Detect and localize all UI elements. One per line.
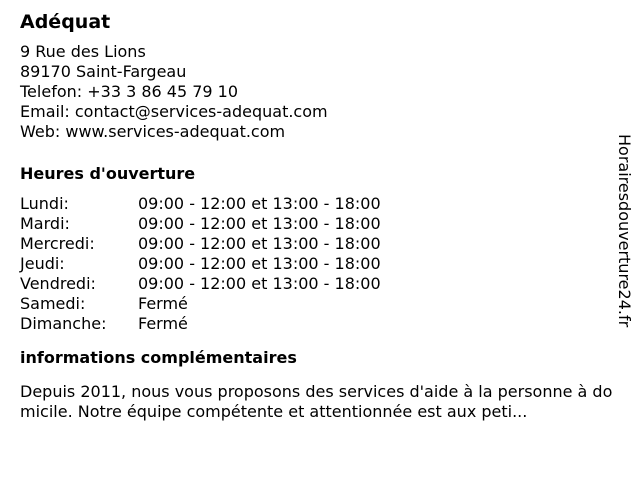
day-label: Mercredi: (20, 234, 95, 253)
hours-row-tuesday (20, 214, 610, 234)
day-label: Vendredi: (20, 274, 96, 293)
day-label: Samedi: (20, 294, 86, 313)
business-card (20, 10, 613, 422)
day-label: Mardi: (20, 214, 70, 233)
hours-table (20, 194, 610, 334)
address-street: 9 Rue des Lions (20, 42, 146, 61)
contact-block (20, 42, 610, 142)
web-line: Web: www.services-adequat.com (20, 122, 286, 141)
time-value: 09:00 - 12:00 et 13:00 - 18:00 (138, 274, 381, 293)
hours-heading: Heures d'ouverture (20, 164, 196, 183)
info-heading: informations complémentaires (20, 348, 297, 367)
address-city: 89170 Saint-Fargeau (20, 62, 187, 81)
phone-line: Telefon: +33 3 86 45 79 10 (20, 82, 239, 101)
info-description: Depuis 2011, nous vous proposons des services d'aide à la personne à domicile. Notre équipe compétente et attentionnée est aux peti... (20, 382, 613, 421)
site-watermark: Horairesdouverture24.fr (615, 134, 634, 328)
hours-row-saturday (20, 294, 610, 314)
time-value: 09:00 - 12:00 et 13:00 - 18:00 (138, 254, 381, 273)
business-name: Adéquat (20, 11, 111, 33)
hours-row-wednesday (20, 234, 610, 254)
hours-row-friday (20, 274, 610, 294)
time-value: 09:00 - 12:00 et 13:00 - 18:00 (138, 234, 381, 253)
time-value: 09:00 - 12:00 et 13:00 - 18:00 (138, 214, 381, 233)
time-value: 09:00 - 12:00 et 13:00 - 18:00 (138, 194, 381, 213)
hours-row-monday (20, 194, 610, 214)
day-label: Dimanche: (20, 314, 107, 333)
email-line: Email: contact@services-adequat.com (20, 102, 328, 121)
time-value: Fermé (138, 314, 188, 333)
day-label: Lundi: (20, 194, 69, 213)
hours-row-thursday (20, 254, 610, 274)
hours-row-sunday (20, 314, 610, 334)
time-value: Fermé (138, 294, 188, 313)
day-label: Jeudi: (20, 254, 65, 273)
